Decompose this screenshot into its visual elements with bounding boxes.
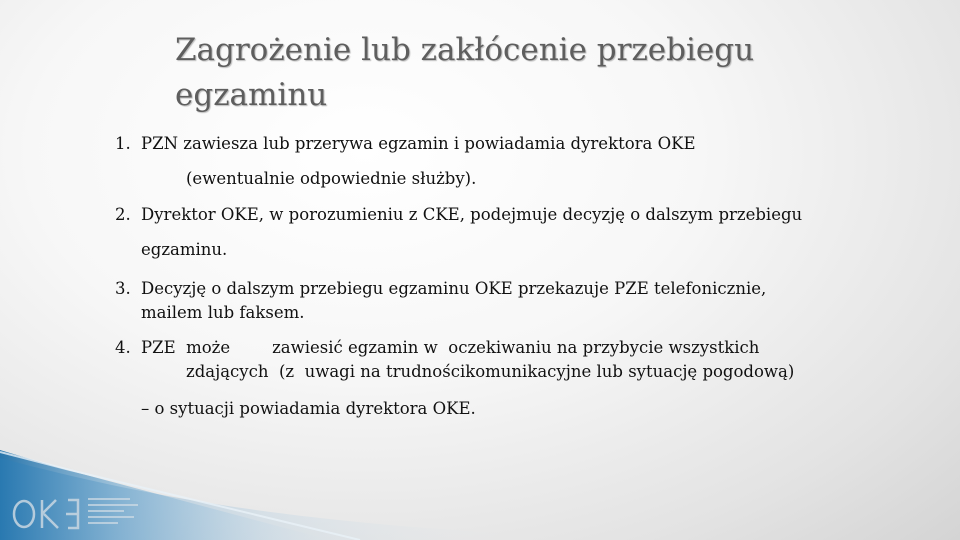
- oke-logo: [8, 490, 148, 534]
- item-4-line1: PZE może zawiesić egzamin w oczekiwaniu na przybycie wszystkich: [141, 338, 760, 357]
- item-3-number: 3.: [115, 279, 131, 298]
- item-2-line2: egzaminu.: [141, 240, 228, 259]
- slide-title-line1: Zagrożenie lub zakłócenie przebiegu: [175, 32, 755, 68]
- slide-title-line2: egzaminu: [175, 77, 328, 113]
- item-3-line2: mailem lub faksem.: [141, 303, 305, 322]
- item-1-number: 1.: [115, 134, 131, 153]
- item-4-line2: zdających (z uwagi na trudnościkomunikacyjne lub sytuację pogodową): [186, 362, 795, 381]
- slide-title: [175, 28, 895, 118]
- item-4-line3: – o sytuacji powiadamia dyrektora OKE.: [141, 399, 476, 418]
- item-4-number: 4.: [115, 338, 131, 357]
- item-3-line1: Decyzję o dalszym przebiegu egzaminu OKE przekazuje PZE telefonicznie,: [141, 279, 767, 298]
- item-1-line2: (ewentualnie odpowiednie służby).: [186, 169, 477, 188]
- item-2-line1: Dyrektor OKE, w porozumieniu z CKE, podejmuje decyzję o dalszym przebiegu: [141, 205, 803, 224]
- item-1-line1: PZN zawiesza lub przerywa egzamin i powiadamia dyrektora OKE: [141, 134, 696, 153]
- item-2-number: 2.: [115, 205, 131, 224]
